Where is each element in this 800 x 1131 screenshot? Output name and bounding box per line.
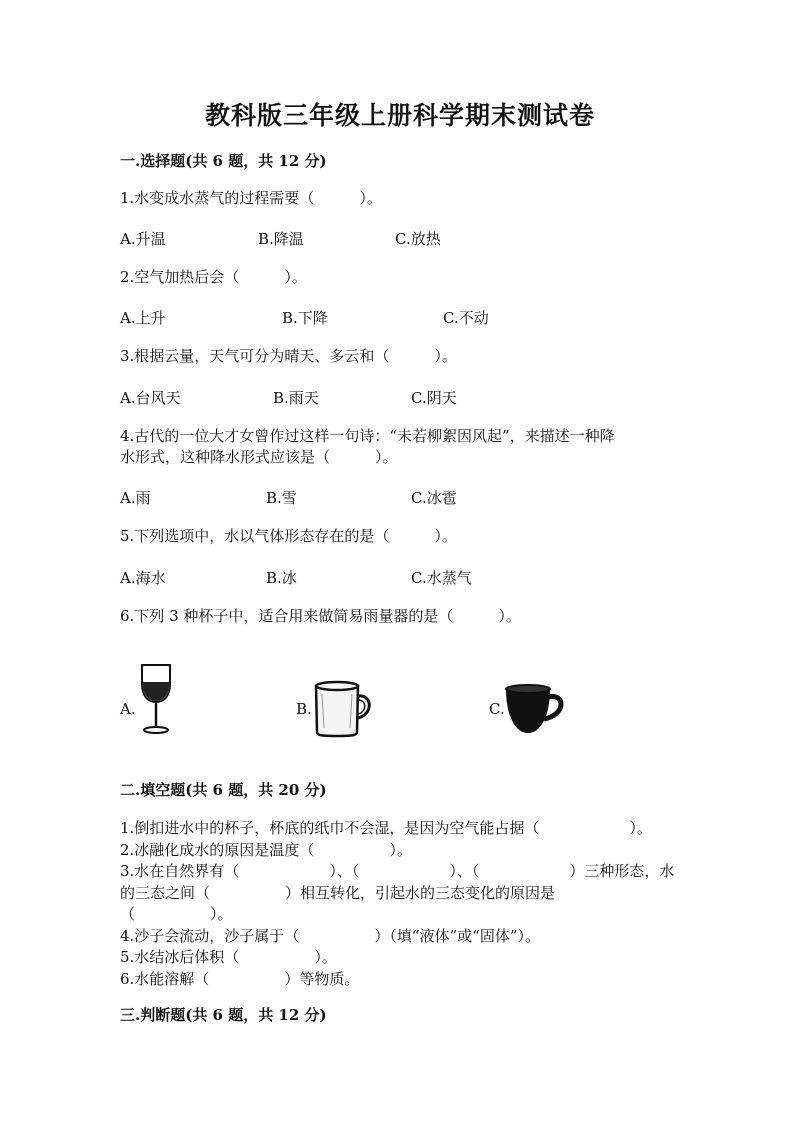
option-2b: B.下降 [282, 309, 328, 327]
fill-in-list [120, 818, 700, 990]
option-4c: C.冰雹 [411, 489, 457, 507]
question-1: 1.水变成水蒸气的过程需要（ ）。 [120, 189, 382, 207]
question-3: 3.根据云量，天气可分为晴天、多云和（ ）。 [120, 347, 457, 365]
option-4a: A.雨 [120, 489, 151, 507]
section1-heading: 一.选择题(共 6 题，共 12 分) [120, 152, 327, 170]
section3-heading: 三.判断题(共 6 题，共 12 分) [120, 1006, 327, 1024]
page-title: 教科版三年级上册科学期末测试卷 [204, 101, 595, 130]
section2-heading: 二.填空题(共 6 题，共 20 分) [120, 781, 327, 799]
option-2c: C.不动 [443, 309, 489, 327]
option-6a-label: A. [120, 700, 136, 718]
question-6: 6.下列 3 种杯子中，适合用来做简易雨量器的是（ ）。 [120, 607, 521, 625]
option-3a: A.台风天 [120, 389, 181, 407]
option-6c-label: C. [489, 700, 505, 718]
question-4-line1: 4.古代的一位大才女曾作过这样一句诗：“未若柳絮因风起”，来描述一种降 [120, 427, 615, 445]
fill-line-1: 1.倒扣进水中的杯子，杯底的纸巾不会湿，是因为空气能占据（ ）。 [120, 819, 652, 837]
fill-line-8: 6.水能溶解（ ）等物质。 [120, 969, 360, 988]
fill-line-5: （ ）。 [120, 905, 233, 923]
question-2: 2.空气加热后会（ ）。 [120, 268, 307, 286]
option-4b: B.雪 [266, 489, 297, 507]
fill-line-2: 2.冰融化成水的原因是温度（ ）。 [120, 840, 412, 859]
fill-line-4: 的三态之间（ ）相互转化，引起水的三态变化的原因是 [120, 883, 556, 902]
option-5c: C.水蒸气 [411, 569, 472, 587]
option-3c: C.阴天 [411, 389, 457, 407]
option-1a: A.升温 [120, 230, 166, 248]
option-1b: B.降温 [258, 230, 304, 248]
question-5: 5.下列选项中，水以气体形态存在的是（ ）。 [120, 527, 457, 545]
option-2a: A.上升 [120, 309, 166, 327]
fill-line-6: 4.沙子会流动，沙子属于（ ）（填“液体”或“固体”）。 [120, 926, 540, 945]
mug-icon [312, 680, 376, 738]
option-1c: C.放热 [395, 230, 441, 248]
option-5b: B.冰 [266, 569, 297, 587]
black-cup-icon [504, 683, 568, 737]
question-4-line2: 水形式，这种降水形式应该是（ ）。 [120, 448, 398, 466]
option-6b-label: B. [296, 700, 312, 718]
option-3b: B.雨天 [273, 389, 319, 407]
fill-line-7: 5.水结冰后体积（ ）。 [120, 948, 337, 966]
wine-glass-icon [138, 662, 174, 736]
option-5a: A.海水 [120, 569, 166, 587]
fill-line-3: 3.水在自然界有（ ）、（ ）、（ ）三种形态，水 [120, 862, 675, 880]
